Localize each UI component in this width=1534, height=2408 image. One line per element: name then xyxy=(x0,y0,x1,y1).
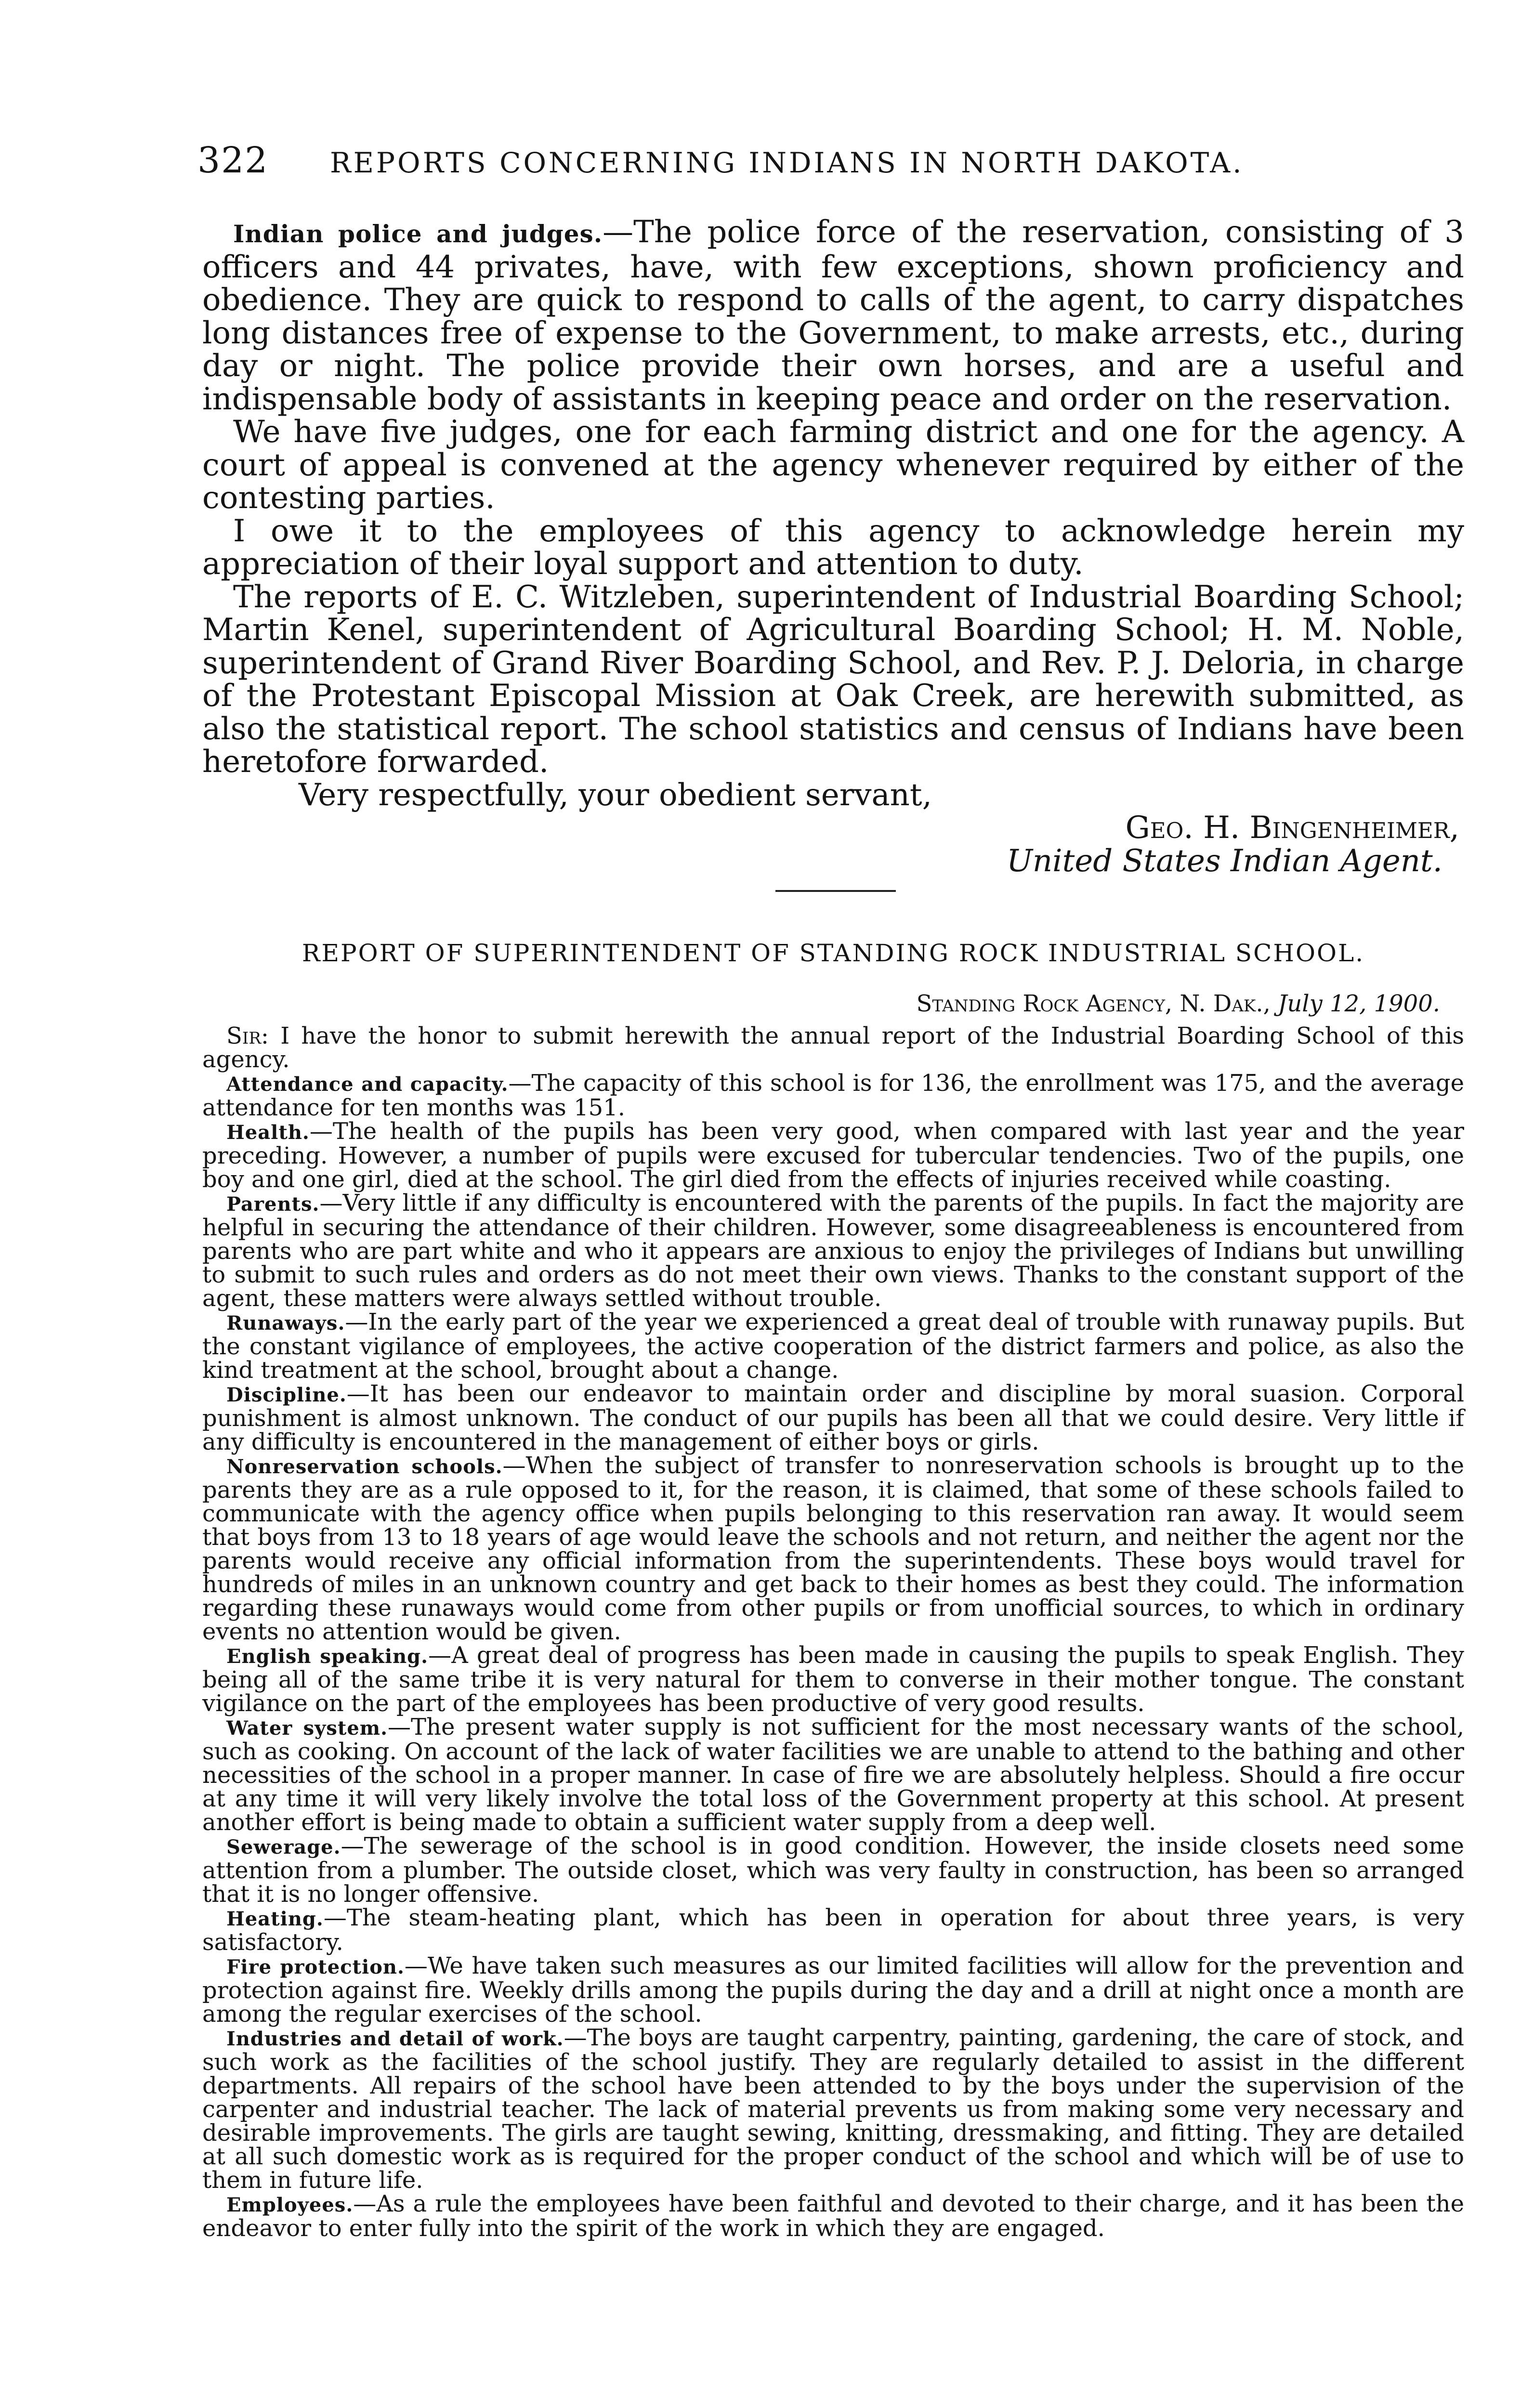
section-heading: Health. xyxy=(226,1121,310,1144)
section-text: —When the subject of transfer to nonreservation schools is brought up to the parents they are as a rule opposed to it, for the reason, it is claimed, that some of these schools failed to communicate with the agency office when pupils belonging to this reservation ran away. It would seem that boys from 13 to 18 years of age would leave the schools and not return, and neither the agent nor the parents would receive any official information from the superintendents. These boys would travel for hundreds of miles in an unknown country and get back to their homes as best they could. The information regarding these runaways would come from other pupils or from unofficial sources, to which in ordinary events no attention would be given. xyxy=(202,1452,1465,1645)
section-heading: Employees. xyxy=(226,2194,354,2216)
section-heading: Runaways. xyxy=(226,1312,345,1335)
letter-closing: Very respectfully, your obedient servant, xyxy=(299,777,932,813)
section-text: —The capacity of this school is for 136, the enrollment was 175, and the average attendance for ten months was 151. xyxy=(202,1070,1464,1121)
salutation: Sir: xyxy=(226,1022,269,1049)
dateline-place: Standing Rock Agency, N. Dak., xyxy=(916,990,1271,1017)
run-in-heading: Indian police and judges. xyxy=(233,220,603,248)
section-text: —The boys are taught carpentry, painting, gardening, the care of stock, and such work as the facilities of the school justify. They are regularly detailed to assist in the different departments. All repairs of the school have been attended to by the boys under the supervision of the carpenter and industrial teacher. The lack of material prevents us from making some very necessary and desirable improvements. The girls are taught sewing, knitting, dressmaking, and fitting. They are detailed at all such domestic work as is required for the proper conduct of the school and which will be of use to them in future life. xyxy=(202,2024,1465,2194)
section-heading: Fire protection. xyxy=(226,1956,405,1978)
section-text: —Very little if any difficulty is encountered with the parents of the pupils. In fact the majority are helpful in securing the attendance of their children. However, some disagreeableness is encountered from parents who are part white and who it appears are anxious to enjoy the privileges of Indians but unwilling to submit to such rules and orders as do not meet their own views. Thanks to the constant support of the agent, these matters were always settled without trouble. xyxy=(202,1190,1464,1312)
section-divider xyxy=(775,890,896,892)
section-text: —It has been our endeavor to maintain order and discipline by moral suasion. Corporal punishment is almost unknown. The conduct of our pupils has been all that we could desire. Very little if any difficulty is encountered in the management of either boys or girls. xyxy=(202,1380,1464,1455)
section-heading: Industries and detail of work. xyxy=(226,2028,564,2050)
section-text: —The health of the pupils has been very good, when compared with last year and the year preceding. However, a number of pupils were excused for tubercular tendencies. Two of the pupils, one boy and one girl, died at the school. The girl died from the effects of injuries received while coasting. xyxy=(202,1118,1464,1193)
signature-title: United States Indian Agent. xyxy=(1006,843,1442,879)
report-section xyxy=(202,1954,1464,2026)
dateline-date: July 12, 1900. xyxy=(1278,990,1440,1017)
section-heading: Discipline. xyxy=(226,1384,347,1406)
report-section xyxy=(202,1382,1464,1454)
letter-paragraph: We have five judges, one for each farming district and one for the agency. A court of appeal is convened at the agency whenever required by either of the contesting parties. xyxy=(202,414,1464,516)
section-text: —The sewerage of the school is in good condition. However, the inside closets need some attention from a plumber. The outside closet, which was very faulty in construction, has been so arranged that it is no longer offensive. xyxy=(202,1832,1464,1908)
section-text: —A great deal of progress has been made in causing the pupils to speak English. They being all of the same tribe it is very natural for them to converse in their mother tongue. The constant vigilance on the part of the employees has been productive of very good results. xyxy=(202,1642,1464,1717)
section-heading: English speaking. xyxy=(226,1645,429,1668)
report-section xyxy=(202,1120,1464,1191)
letter-paragraph: The reports of E. C. Witzleben, superintendent of Industrial Boarding School; Martin Kenel, superintendent of Agricultural Boarding School; H. M. Noble, superintendent of Grand River Boarding School, and Rev. P. J. Deloria, in charge of the Protestant Episcopal Mission at Oak Creek, are herewith submitted, as also the statistical report. The school statistics and census of Indians have been heretofore forwarded. xyxy=(202,579,1464,780)
report-section xyxy=(202,1072,1464,1120)
section-text: —The present water supply is not sufficient for the most necessary wants of the school, such as cooking. On account of the lack of water facilities we are unable to attend to the bathing and other necessities of the school in a proper manner. In case of fire we are absolutely helpless. Should a fire occur at any time it will very likely involve the total loss of the Government property at this school. At present another effort is being made to obtain a sufficient water supply from a deep well. xyxy=(202,1714,1464,1836)
intro-text: I have the honor to submit herewith the annual report of the Industrial Boarding School of this agency. xyxy=(202,1022,1464,1073)
section-text: —In the early part of the year we experienced a great deal of trouble with runaway pupils. But the constant vigilance of employees, the active cooperation of the district farmers and police, as also the kind treatment at the school, brought about a change. xyxy=(202,1309,1464,1384)
section-heading: Sewerage. xyxy=(226,1836,341,1858)
section-heading: Nonreservation schools. xyxy=(226,1455,503,1478)
signature-name: Geo. H. Bingenheimer, xyxy=(1125,810,1459,846)
section-text: —As a rule the employees have been faithful and devoted to their charge, and it has been the endeavor to enter fully into the spirit of the work in which they are engaged. xyxy=(202,2190,1464,2242)
section-text: —We have taken such measures as our limited facilities will allow for the prevention and protection against fire. Weekly drills among the pupils during the day and a drill at night once a month are among the regular exercises of the school. xyxy=(202,1952,1465,2028)
section-heading: Water system. xyxy=(226,1717,388,1740)
report-section xyxy=(202,1906,1464,1954)
letter-paragraph: I owe it to the employees of this agency to acknowledge herein my appreciation of their loyal support and attention to duty. xyxy=(202,513,1464,582)
report-section xyxy=(202,1644,1464,1715)
section-text: —The steam-heating plant, which has been in operation for about three years, is very satisfactory. xyxy=(202,1904,1464,1956)
report-section xyxy=(202,2026,1464,2192)
paragraph-text: —The police force of the reservation, consisting of 3 officers and 44 privates, have, with few exceptions, shown proficiency and obedience. They are quick to respond to calls of the agent, to carry dispatches long distances free of expense to the Government, to make arrests, etc., during day or night. The police provide their own horses, and are a useful and indispensable body of assistants in keeping peace and order on the reservation. xyxy=(202,214,1465,417)
running-head: REPORTS CONCERNING INDIANS IN NORTH DAKOTA. xyxy=(330,146,1244,179)
report-title: REPORT OF SUPERINTENDENT OF STANDING ROCK INDUSTRIAL SCHOOL. xyxy=(302,939,1365,967)
agent-letter xyxy=(202,216,1464,877)
report-section xyxy=(202,1715,1464,1834)
section-heading: Heating. xyxy=(226,1908,324,1930)
report-section xyxy=(202,1191,1464,1310)
dateline xyxy=(202,992,1464,1016)
report-section xyxy=(202,1834,1464,1906)
page-header xyxy=(197,140,1392,193)
signature-block xyxy=(202,811,1464,845)
report-section xyxy=(202,1310,1464,1382)
report-section xyxy=(202,2192,1464,2240)
report-section xyxy=(202,1454,1464,1644)
section-heading: Attendance and capacity. xyxy=(226,1073,509,1096)
page-number: 322 xyxy=(197,140,269,181)
school-report xyxy=(202,992,1464,2240)
section-heading: Parents. xyxy=(226,1193,320,1216)
report-intro xyxy=(202,1024,1464,1072)
letter-paragraph xyxy=(202,216,1464,416)
